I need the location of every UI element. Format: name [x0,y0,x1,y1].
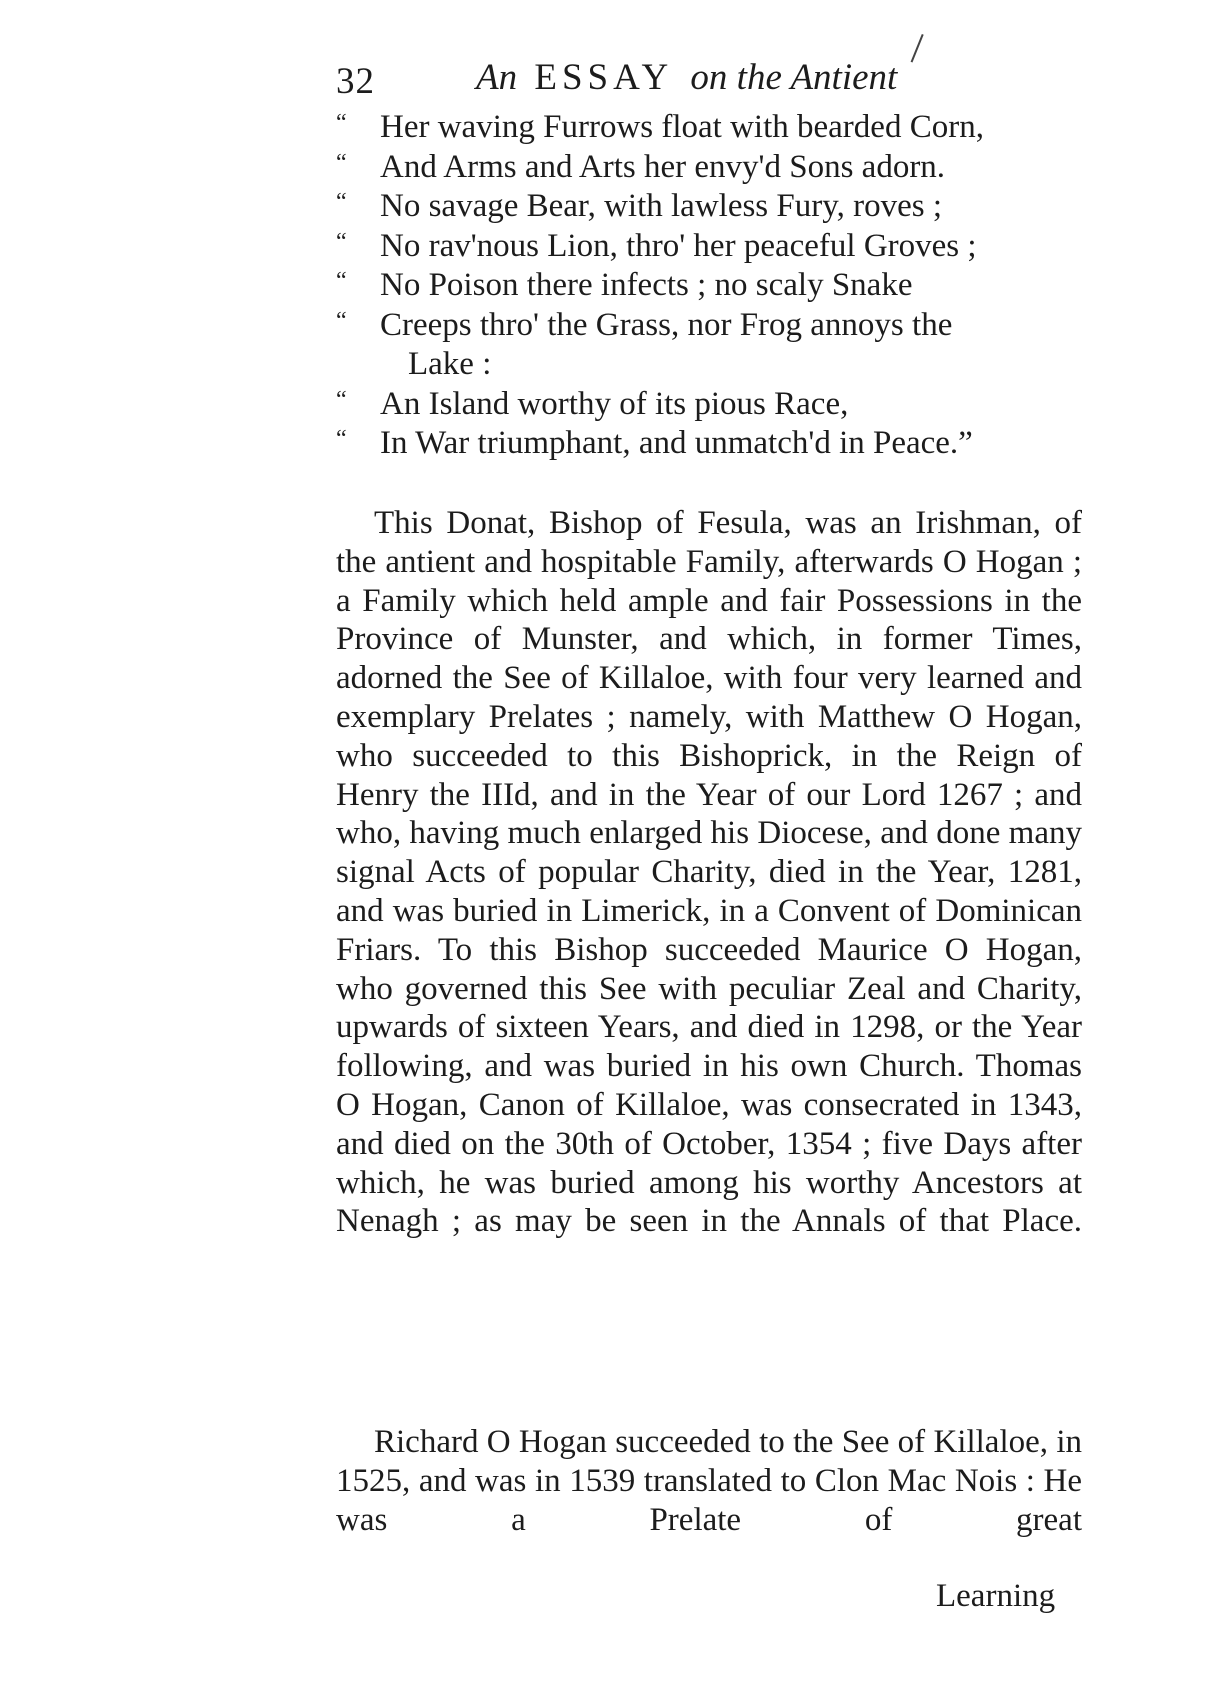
quote-mark: “ [336,307,347,334]
running-title-caps: ESSAY [534,57,674,98]
verse-line: “ An Island worthy of its pious Race, [336,385,1096,425]
verse-line: “ No Poison there infects ; no scaly Snake [336,266,1096,306]
verse-line: “ In War triumphant, and unmatch'd in Peace.” [336,424,1096,464]
quote-mark: “ [336,189,347,215]
verse-line-continuation: Lake : [408,346,492,382]
quote-mark: “ [336,149,347,176]
paragraph-text: Richard O Hogan succeeded to the See of Killaloe, in 1525, and was in 1539 translated to Clon Mac Nois : He was a Prelate of great [336,1424,1082,1538]
body-paragraph-1 [336,504,1082,1241]
running-title-prefix: An [476,57,518,98]
running-title-suffix: on the Antient [690,57,898,98]
body-paragraph-2 [336,1423,1082,1539]
verse-line: “ And Arms and Arts her envy'd Sons adorn. [336,148,1096,188]
verse-line: “ No savage Bear, with lawless Fury, roves ; [336,187,1096,227]
running-head [336,50,1096,106]
quote-mark: “ [336,268,347,294]
quote-mark: “ [336,386,347,413]
quote-mark: “ [336,426,347,452]
verse-line: “ Creeps thro' the Grass, nor Frog annoys the [336,306,1096,346]
quote-mark: “ [336,110,347,136]
quote-mark: “ [336,228,347,255]
verse-quotation [336,108,1096,464]
page-number: 32 [336,61,375,102]
catchword: Learning [936,1578,1056,1614]
verse-line: “ Her waving Furrows float with bearded Corn, [336,108,1096,148]
running-title [476,56,897,99]
paragraph-text: This Donat, Bishop of Fesula, was an Irishman, of the antient and hospitable Family, afterwards O Hogan ; a Family which held ample and fair Possessions in the Province of Munster, and which, in former Times, adorned the See of Killaloe, with four very learned and exemplary Prelates ; namely, with Matthew O Hogan, who succeeded to this Bishoprick, in the Reign of Henry the IIId, and in the Year of our Lord 1267 ; and who, having much enlarged his Diocese, and done many signal Acts of popular Charity, died in the Year, 1281, and was buried in Limerick, in a Convent of Dominican Friars. To this Bishop succeeded Maurice O Hogan, who governed this See with peculiar Zeal and Charity, upwards of sixteen Years, and died in 1298, or the Year following, and was buried in his own Church. Thomas O Hogan, Canon of Killaloe, was consecrated in 1343, and died on the 30th of October, 1354 ; five Days after which, he was buried among his worthy Ancestors at Nenagh ; as may be seen in the Annals of that Place. [336,505,1082,1240]
verse-line: “ No rav'nous Lion, thro' her peaceful Groves ; [336,227,1096,267]
